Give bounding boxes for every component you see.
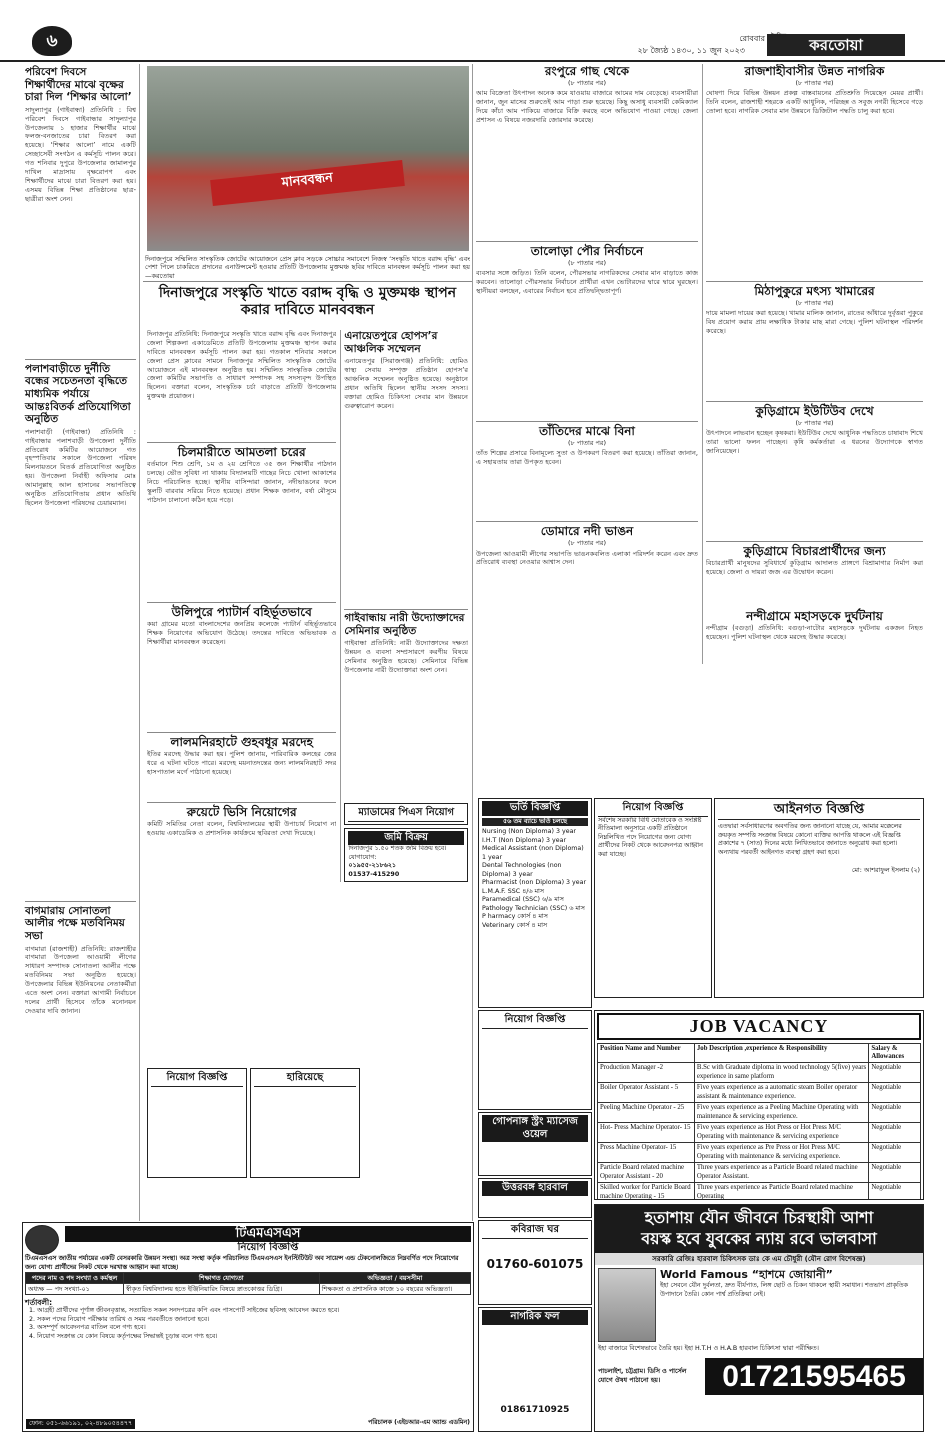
story-body: দায়ে মামলা দায়ের করা হয়েছে। খামার মালিক জানান, রাতের আঁধারে দুর্বৃত্তরা পুকুরে বিষ প্রয়োগ করায় প্রায় লক্ষাধিক টাকার মাছ মারা গেছে। পুলিশ ঘটনাস্থল পরিদর্শন করেছে। bbox=[706, 309, 923, 336]
herbal-ad-headline bbox=[595, 1205, 923, 1253]
story-title: কুড়িগ্রামে ইউটিউব দেখে bbox=[755, 404, 874, 419]
doctor-photo bbox=[598, 1268, 656, 1342]
story-body: সাদুল্যাপুর (গাইবান্ধা) প্রতিনিধি : বিশ্ব পরিবেশ দিবসে গাইবান্ধার সাদুল্যাপুর উপজেলায় ১ হাজার শিক্ষার্থীর মাঝে ফলজ-বনজাতের চারা বিতরণ করা হয়েছে। ‘শিক্ষার আলো’ নামে একটি সেচ্ছাসেবী সংগঠন এ কর্মসূচি পালন করে। গত শনিবার দুপুরে উপজেলার জামালপুর দাখিল মাদ্রাসায় বৃক্ষরোপণ এবং শিক্ষার্থীদের মাঝে চারা বিতরণ করা হয়। এসময় বিভিন্ন শিক্ষা প্রতিষ্ঠানের ছাত্র-ছাত্রীরা অংশ নেন। bbox=[25, 105, 136, 203]
newspaper-logo-name: করতোয়া bbox=[809, 36, 863, 54]
left-column bbox=[22, 64, 140, 1221]
story-title: এনায়েতপুরে হোপস’র আঞ্চলিক সম্মেলন bbox=[344, 330, 438, 355]
table-header: Position Name and Number bbox=[598, 1043, 695, 1063]
ad-line: Veterinary কোর্স ৪ মাস bbox=[482, 921, 548, 929]
list-item: 2. সকল পদের নিয়োগ পরীক্ষার তারিখ ও সময় পরবর্তীতে জানানো হবে। bbox=[37, 1316, 471, 1325]
story-body: পলাশবাড়ী (গাইবান্ধা) প্রতিনিধি : গাইবান্ধার পলাশবাড়ী উপজেলা দুর্নীতি প্রতিরোধ কমিটির আয়োজনে গত বৃহস্পতিবার সকালে উপজেলা পরিষদ মিলনায়তনে বিতর্ক প্রতিযোগিতা অনুষ্ঠিত হয়। উপজেলা নির্বাহী অফিসার মোঃ আমানুল্লাহ আল হাসানের সভাপতিত্বে অনুষ্ঠিত প্রতিযোগিতায় প্রধান অতিথি ছিলেন উপজেলা পরিষদের চেয়ারম্যান। bbox=[25, 427, 136, 507]
herbal-ad-product: World Famous “হাশমে জোয়ানী” bbox=[660, 1268, 833, 1282]
tmss-intro: টিএমএসএস জাতীয় পর্যায়ের একটি বেসরকারি উন্নয়ন সংস্থা। অত্র সংস্থা কর্তৃক পরিচালিত টিএমএসএস ইনস্টিটিউট অব সায়েন্স এন্ড টেকনোলজিতে নিম্নবর্ণিত পদে নিয়োগের জন্য যোগ্য প্রার্থীদের নিকট থেকে দরখাস্ত আহ্বান করা যাচ্ছে। bbox=[25, 1255, 459, 1271]
lead-body: দিনাজপুর প্রতিনিধি: দিনাজপুরে সংস্কৃতি খাতে বরাদ্দ বৃদ্ধি এবং দিনাজপুর জেলা শিল্পকলা একাডেমিতে প্রতিটি উপজেলায় মুক্তমঞ্চ স্থাপন করার দাবিতে মানববন্ধন কর্মসূচি পালন করা হয়। গতকাল শনিবার সকালে জেলা প্রেস ক্লাবের সামনে দিনাজপুর সম্মিলিত সাংস্কৃতিক জোটের আয়োজনে এই মানববন্ধন অনুষ্ঠিত হয়। সম্মিলিত সাংস্কৃতিক জোটের জেলা কমিটির সভাপতি ও সাধারণ সম্পাদক সহ সদস্যবৃন্দ উপস্থিত ছিলেন। বক্তারা বলেন, সাংস্কৃতিক চর্চা বাড়াতে প্রতিটি উপজেলায় মুক্তমঞ্চ প্রয়োজন। bbox=[147, 330, 337, 401]
story-title: তালোড়া পৌর নির্বাচনে bbox=[530, 244, 644, 259]
ad-gopon bbox=[478, 1112, 592, 1176]
table-cell: Five years experience as a Peeling Machine Operating with maintenance & servicing experience. bbox=[694, 1103, 868, 1123]
table-cell: Three years experience as Particle Board related machine Operating bbox=[694, 1183, 868, 1200]
list-item: 3. অসম্পূর্ণ আবেদনপত্র বাতিল বলে গণ্য হবে। bbox=[37, 1324, 471, 1333]
ad-line: Pharmacist (non Diploma) 3 year bbox=[482, 879, 587, 886]
story-title: রাজশাহীবাসীর উন্নত নাগরিক bbox=[744, 64, 885, 78]
story-title: ডোমারে নদী ভাঙন bbox=[540, 524, 634, 539]
story-subtitle: (৮ পাতার পর) bbox=[567, 439, 607, 448]
table-row bbox=[598, 1083, 921, 1103]
ad-phone: 01537-415290 bbox=[348, 870, 400, 878]
tmss-footer-phone: ফোন: ০৫১-৬৬১৯১, ০২-৪৮৯০৫৪৪৭৭ bbox=[26, 1419, 135, 1430]
tmss-name: টিএমএসএস bbox=[65, 1226, 471, 1242]
story-body: বাগমারা (রাজশাহী) প্রতিনিধি: রাজশাহীর বাগমারা উপজেলা আওয়ামী লীগের সাধারণ সম্পাদক সোনাতলা আলীর পক্ষে মতবিনিময় সভা অনুষ্ঠিত হয়েছে। উপজেলার বিভিন্ন ইউনিয়নের নেতাকর্মীরা এতে অংশ নেন। বক্তারা আগামী নির্বাচনে দলের প্রার্থী হিসেবে তাঁকে মনোনয়ন দেওয়ার দাবি জানান। bbox=[25, 944, 136, 1015]
story-body: কয়া গ্রামের মতো বাংলাদেশের জনপ্রিয় কলেজে প্যাটার্ন বহির্ভূতভাবে শিক্ষক নিয়োগের অভিযোগ উঠেছে। তদন্তের দাবিতে অভিভাবক ও শিক্ষার্থীরা মানববন্ধন করেছেন। bbox=[147, 620, 337, 646]
story-subtitle: (৮ পাতার পর) bbox=[567, 259, 607, 268]
story-subtitle: (৮ পাতার পর) bbox=[567, 79, 607, 87]
ad-text: সর্বশেষ সরকারি বিধি মোতাবেক ও সংশ্লিষ্ট নীতিমালা অনুসারে একটি প্রতিষ্ঠানে নিম্নলিখিত পদে নিয়োগের জন্য যোগ্য প্রার্থীদের নিকট থেকে আবেদনপত্র আহ্বান করা যাচ্ছে। bbox=[598, 816, 703, 858]
table-cell: Three years experience as a Particle Board related machine Operator Assistant. bbox=[694, 1163, 868, 1183]
table-row bbox=[598, 1163, 921, 1183]
ad-title: জমি বিক্রয় bbox=[348, 831, 464, 846]
table-header: Job Description ,experience & Responsibility bbox=[694, 1043, 868, 1063]
table-row bbox=[598, 1143, 921, 1163]
center-column bbox=[143, 64, 473, 1221]
tmss-subtitle: নিয়োগ বিজ্ঞপ্তি bbox=[237, 1241, 299, 1253]
story-title: পলাশবাড়ীতে দুর্নীতি বন্ধের সচেতনতা বৃদ্ধিতে মাধ্যমিক পর্যায়ে আন্তঃবিতর্ক প্রতিযোগিতা অনুষ্ঠিত bbox=[25, 362, 131, 426]
table-cell: Boiler Operator Assistant - 5 bbox=[598, 1083, 695, 1103]
ad-recruit bbox=[478, 1010, 592, 1110]
story-subtitle: (৮ পাতার পর) bbox=[795, 79, 834, 87]
table-header: Salary & Allowances bbox=[869, 1043, 921, 1063]
story-body: নন্দীগ্রাম (বগুড়া) প্রতিনিধি: বগুড়া-নাটোর মহাসড়কে দুর্ঘটনায় একজন নিহত হয়েছেন। পুলিশ ঘটনাস্থল থেকে মরদেহ উদ্ধার করেছে। bbox=[706, 624, 923, 642]
story-title: লালমনিরহাটে গুহবধূর মরদেহ bbox=[170, 735, 313, 749]
ad-title: হারিয়েছে bbox=[254, 1071, 356, 1087]
herbal-ad-text-2: ইহা বাজারে বিশেষভাবে তৈরি হয়। ইহা H.T.H ও H.A.B হারবাল চিকিৎসা দ্বারা পরীক্ষিত। bbox=[598, 1345, 819, 1353]
story-title: গাইবান্ধায় নারী উদ্যোক্তাদের সেমিনার অনুষ্ঠিত bbox=[344, 612, 465, 637]
table-header: পদের নাম ও পদ সংখ্যা ও কর্মস্থল bbox=[26, 1273, 124, 1284]
masthead-date: ২৮ জ্যৈষ্ঠ ১৪৩০, ১১ জুন ২০২৩ bbox=[637, 46, 745, 55]
table-cell: Negotiable bbox=[869, 1183, 921, 1200]
table-cell: Negotiable bbox=[869, 1083, 921, 1103]
herbal-ad-headline-2: বয়স্ক হবে যুবকের ন্যায় রবে ভালবাসা bbox=[641, 1228, 877, 1248]
news-photo bbox=[147, 66, 469, 251]
story-title: রংপুরে গাছ থেকে bbox=[544, 64, 630, 78]
ad-phone: 01861710925 bbox=[500, 1404, 570, 1415]
newspaper-logo-prefix: দৈনিক bbox=[771, 33, 787, 40]
ad-admission bbox=[478, 798, 592, 1008]
ad-recruit bbox=[594, 798, 712, 998]
ad-title: নিয়োগ বিজ্ঞপ্তি bbox=[598, 801, 708, 817]
herbal-ad-headline-1: হতাশায় যৌন জীবনে চিরস্থায়ী আশা bbox=[644, 1208, 874, 1227]
ad-recruit bbox=[147, 1068, 247, 1178]
story-title: উলিপুরে প্যাটার্ন বহির্ভূতভাবে bbox=[171, 605, 312, 619]
ad-line: ৫৬ তম ব্যাচে ভর্তি চলছে bbox=[482, 818, 588, 827]
right-column bbox=[476, 64, 923, 794]
ad-title: গোপনাঙ্গ স্ট্রং ম্যাসেজ ওয়েল bbox=[482, 1115, 588, 1142]
table-row bbox=[598, 1183, 921, 1200]
table-header: শিক্ষাগত যোগ্যতা bbox=[123, 1273, 319, 1284]
masthead bbox=[0, 0, 945, 62]
table-cell: Hot- Press Machine Operator- 15 bbox=[598, 1123, 695, 1143]
story-body: বিচারপ্রার্থী মানুষদের সুবিধার্থে কুড়িগ্রাম আদালত প্রাঙ্গণে বিশ্রামাগার নির্মাণ করা হয়েছে। জেলা ও দায়রা জজ এর উদ্বোধন করেন। bbox=[706, 559, 923, 577]
tmss-ad bbox=[22, 1222, 474, 1432]
table-cell: অধ্যক্ষ — পদ সংখ্যা-০১ bbox=[26, 1284, 124, 1295]
herbal-ad-address: পাচলাইশ, চট্টগ্রাম। ডিসি ও পার্সেল যোগে ঔষধ পাঠানো হয়। bbox=[598, 1368, 687, 1384]
table-row bbox=[598, 1123, 921, 1143]
ad-title: নিয়োগ বিজ্ঞপ্তি bbox=[151, 1071, 243, 1087]
table-row bbox=[598, 1103, 921, 1123]
story-title: মিঠাপুকুরে মৎস্য খামারের bbox=[754, 284, 875, 299]
ad-line: Medical Assistant (non Diploma) 1 year bbox=[482, 845, 584, 861]
list-item: 1. আগ্রহী প্রার্থীদের পূর্ণাঙ্গ জীবনবৃত্তান্ত, সত্যায়িত সকল সনদপত্রের কপি এবং পাসপোর্ট সাইজের ছবিসহ আবেদন করতে হবে। bbox=[37, 1307, 471, 1316]
story-body: আম বিক্রেতা উৎপাদন অনেক কমে যাওয়ায় বাজারে আমের দাম বেড়েছে। ব্যবসায়ীরা জানান, জুন মাসের শুরুতেই আম পাড়া শুরু হয়েছে। কিছু অসাধু ব্যবসায়ী কেমিক্যাল দিয়ে কাঁচা আম পাকিয়ে বাজারে বিক্রি করছে বলে অভিযোগ পাওয়া গেছে। জেলা প্রশাসন এ বিষয়ে নজরদারি জোরদার করেছে। bbox=[476, 89, 698, 124]
story-title: নন্দীগ্রামে মহাসড়কে দুর্ঘটনায় bbox=[746, 609, 883, 624]
tmss-terms bbox=[25, 1307, 471, 1341]
story-body: এনায়েতপুর (সিরাজগঞ্জ) প্রতিনিধি: হোমিও স্বাস্থ্য সেবায় সম্পৃক্ত প্রতিষ্ঠান হোপস’র আঞ্চলিক সম্মেলন অনুষ্ঠিত হয়েছে। অনুষ্ঠানে প্রধান অতিথি ছিলেন স্থানীয় সংসদ সদস্য। বক্তারা হোমিও চিকিৎসা সেবার মান উন্নয়নে গুরুত্বারোপ করেন। bbox=[344, 357, 468, 410]
list-item: 4. নিয়োগ সংক্রান্ত যে কোন বিষয়ে কর্তৃপক্ষের সিদ্ধান্তই চূড়ান্ত বলে গণ্য হবে। bbox=[37, 1333, 471, 1342]
story-body: ব্যবসার সঙ্গে জড়িত। তিনি বলেন, পৌরসভার নাগরিকদের সেবার মান বাড়াতে কাজ করবেন। তালোড়া পৌরসভার নির্বাচনে প্রার্থীরা এখন ভোটারদের দ্বারে দ্বারে ঘুরছেন। স্থানীয়রা বলছেন, এবারের নির্বাচন হবে প্রতিদ্বন্দ্বিতাপূর্ণ। bbox=[476, 269, 698, 296]
table-cell: Peeling Machine Operator - 25 bbox=[598, 1103, 695, 1123]
newspaper-logo bbox=[767, 34, 905, 56]
ad-title: ম্যাডামের পিএস নিয়োগ bbox=[348, 806, 464, 822]
story-body: তাঁত শিল্পের প্রসারে বিনামূল্যে সুতা ও উপকরণ বিতরণ করা হয়েছে। তাঁতিরা জানান, এ সহায়তায় তারা উপকৃত হবেন। bbox=[476, 449, 698, 467]
job-vacancy-ad bbox=[594, 1010, 924, 1200]
story-body: ঘোষণা দিয়ে বিভিন্ন উন্নয়ন প্রকল্প বাস্তবায়নের প্রতিশ্রুতি দিয়েছেন মেয়র প্রার্থী। তিনি বলেন, রাজশাহী শহরকে একটি আধুনিক, পরিচ্ছন্ন ও সবুজ নগরী হিসেবে গড়ে তোলা হবে। নাগরিক সেবার মান উন্নয়নে ডিজিটাল পদ্ধতি চালু করা হবে। bbox=[706, 89, 923, 115]
story-title: বাগমারায় সোনাতলা আলীর পক্ষে মতবিনিময় সভা bbox=[25, 904, 125, 942]
tmss-terms-title: শর্তাবলী: bbox=[25, 1298, 53, 1307]
ad-nagorik bbox=[478, 1307, 592, 1432]
story-body: উৎপাদনে লাভবান হচ্ছেন কৃষকরা। ইউটিউব দেখে আধুনিক পদ্ধতিতে চাষাবাদ শিখে তারা ভালো ফলন পাচ্ছেন। কৃষি কর্মকর্তারা এ ধরনের উদ্যোগকে স্বাগত জানিয়েছেন। bbox=[706, 429, 923, 456]
ad-line: I.H.T (Non Diploma) 3 year bbox=[482, 836, 567, 844]
table-cell: Five years experience as Hot Press or Hot Press M/C Operating with maintenance & servicing experience bbox=[694, 1123, 868, 1143]
ad-line: Paramedical (SSC) ৬/৯ মাস bbox=[482, 896, 564, 903]
herbal-ad-subtitle: সরকারি রেজিঃ হারবাল চিকিৎসক ডাঃ কে এম চৌধুরী (যৌন রোগ বিশেষজ্ঞ) bbox=[595, 1253, 923, 1266]
tmss-footer-sign: পরিচালক (এইচআর-এম অ্যান্ড এডমিন) bbox=[368, 1418, 470, 1426]
story-body: কমিটি সমিতির নেতা বলেন, বিশ্ববিদ্যালয়ের স্থায়ী উপাচার্য নিয়োগ না হওয়ায় একাডেমিক ও প্রশাসনিক কার্যক্রমে স্থবিরতা দেখা দিয়েছে। bbox=[147, 820, 337, 837]
table-cell: Five years experience as a automatic steam Boiler operator assistant & maintenance experience. bbox=[694, 1083, 868, 1103]
ad-line: Dental Technologies (non Diploma) 3 year bbox=[482, 862, 562, 878]
ad-legal bbox=[714, 798, 924, 998]
ad-kobiraj bbox=[478, 1220, 592, 1305]
story-subtitle: (৮ পাতার পর) bbox=[795, 419, 834, 428]
ad-title: উত্তরবঙ্গ হারবাল bbox=[482, 1181, 588, 1196]
ad-title: নিয়োগ বিজ্ঞপ্তি bbox=[482, 1013, 588, 1029]
ad-title: ভর্তি বিজ্ঞপ্তি bbox=[482, 801, 588, 816]
ad-madam bbox=[344, 803, 468, 825]
story-title: রুয়েটে ভিসি নিয়োগের bbox=[186, 805, 297, 819]
page-number: ৬ bbox=[32, 26, 72, 56]
table-cell: Skilled worker for Particle Board machine Operating - 15 bbox=[598, 1183, 695, 1200]
herbal-ad bbox=[594, 1204, 924, 1432]
ad-text: এতদ্বারা সর্বসাধারণের অবগতির জন্য জানানো যাচ্ছে যে, আমার মক্কেলের ক্রয়কৃত সম্পত্তি সংক্রান্ত বিষয়ে কোনো ব্যক্তির আপত্তি থাকলে এই বিজ্ঞপ্তি প্রকাশের ৭ (সাত) দিনের মধ্যে লিখিতভাবে জানাতে অনুরোধ করা হলো। অন্যথায় পরবর্তী আইনগত ব্যবস্থা গ্রহণ করা হবে। bbox=[718, 823, 902, 856]
ad-title: আইনগত বিজ্ঞপ্তি bbox=[718, 801, 920, 820]
story-subtitle: (৮ পাতার পর) bbox=[795, 299, 834, 308]
ad-phone: 01760-601075 bbox=[486, 1256, 584, 1271]
ad-land bbox=[344, 828, 468, 883]
table-cell: স্বীকৃত বিশ্ববিদ্যালয় হতে ইঞ্জিনিয়ারিং বিষয়ে স্নাতকোত্তর ডিগ্রি। bbox=[123, 1284, 319, 1295]
table-cell: Negotiable bbox=[869, 1103, 921, 1123]
ad-title: নাগরিক ফল bbox=[482, 1310, 588, 1325]
ad-line: Pathology Technician (SSC) ৬ মাস bbox=[482, 904, 585, 912]
story-body: গাইবান্ধা প্রতিনিধি: নারী উদ্যোক্তাদের দক্ষতা উন্নয়ন ও ব্যবসা সম্প্রসারণে করণীয় বিষয়ে সেমিনার অনুষ্ঠিত হয়েছে। সেমিনারে বিভিন্ন উপজেলার নারী উদ্যোক্তারা অংশ নেন। bbox=[344, 639, 468, 675]
ad-title: কবিরাজ ঘর bbox=[482, 1223, 588, 1239]
table-cell: Production Manager -2 bbox=[598, 1063, 695, 1083]
table-cell: শিক্ষকতা ও প্রশাসনিক কাজে ১০ বছরের অভিজ্ঞতা। bbox=[319, 1284, 470, 1295]
tmss-logo bbox=[25, 1225, 59, 1255]
ad-text: দিনাজপুর ১.৫০ শতক জমি বিক্রয় হবে। যোগাযোগ: bbox=[348, 845, 447, 861]
ad-line: P harmacy কোর্স ৪ মাস bbox=[482, 913, 548, 920]
table-cell: Five years experience as Pre Press or Hot Press M/C Operating with maintenance & servicing experience. bbox=[694, 1143, 868, 1163]
story-body: উপজেলা আওয়ামী লীগের সভাপতি ভাঙনকবলিত এলাকা পরিদর্শন করেন এবং দ্রুত প্রতিরোধ ব্যবস্থা নেওয়ার আশ্বাস দেন। bbox=[476, 549, 698, 567]
photo-caption: দিনাজপুরে সম্মিলিত সাংস্কৃতিক জোটের আয়োজনে প্রেস ক্লাব সড়কে সোচ্চার সমাবেশে নিজস্ব ‘সংস্কৃতি খাতে বরাদ্দ বৃদ্ধি’ এবং পেশা পিলে চাকরিতে প্রদানের এনাউন্সমেন্ট হওয়ার প্রতিটি উপজেলায় মুক্তমঞ্চ ছবির দাবিতে মানবন্ধন কর্মসূচি পালন করা হয় —করতোয়া bbox=[145, 255, 470, 280]
table-cell: B.Sc with Graduate diploma in wood technology 5(five) years experience in same platform bbox=[694, 1063, 868, 1083]
herbal-ad-phone: 01721595465 bbox=[705, 1358, 923, 1396]
story-title: পরিবেশ দিবসে শিক্ষার্থীদের মাঝে বৃক্ষের চারা দিল ‘শিক্ষার আলো’ bbox=[25, 66, 132, 104]
job-vacancy-title: JOB VACANCY bbox=[597, 1013, 921, 1040]
story-title: চিলমারীতে আমতলা চরের bbox=[177, 445, 306, 459]
lead-headline: দিনাজপুরে সংস্কৃতি খাতে বরাদ্দ বৃদ্ধি ও মুক্তমঞ্চ স্থাপন করার দাবিতে মানববন্ধন bbox=[158, 285, 457, 318]
ad-line: L.M.A.F. SSC ৪/৬ মাস bbox=[482, 887, 544, 895]
job-vacancy-table bbox=[597, 1043, 921, 1201]
ad-lost bbox=[250, 1068, 360, 1178]
table-cell: Particle Board related machine Operator Assistant - 20 bbox=[598, 1163, 695, 1183]
ad-phone: ০১৯৫৫-২১৮৬২১ bbox=[348, 862, 396, 870]
tmss-table bbox=[25, 1272, 471, 1295]
table-header: অভিজ্ঞতা / বয়সসীমা bbox=[319, 1273, 470, 1284]
ad-line: Nursing (Non Diploma) 3 year bbox=[482, 828, 577, 835]
photo-banner: মানববন্ধন bbox=[211, 160, 406, 206]
ad-signature: মো: আশরাফুল ইসলাম (২) bbox=[851, 867, 920, 875]
masthead-day: রোববার bbox=[739, 34, 765, 43]
table-row bbox=[26, 1284, 471, 1295]
table-cell: Press Machine Operator- 15 bbox=[598, 1143, 695, 1163]
story-body: বর্তমানে শিশু শ্রেণি, ১ম ও ২য় শ্রেণিতে ৩৫ জন শিক্ষার্থীর পাঠদান চলছে। ভৌত সুবিধা না থাকায় বিদ্যালয়টি গাছের নিচে খোলা আকাশের নিচে পরিচালিত হচ্ছে। স্থানীয় বাসিন্দারা জানান, নদীভাঙনের ফলে স্কুলটি বারবার সরিয়ে নিতে হয়েছে। প্রধান শিক্ষক জানান, বর্ষা মৌসুমে পাঠদান চালানো কঠিন হয়ে পড়ে। bbox=[147, 460, 337, 504]
story-body: ইতির মরদেহ উদ্ধার করা হয়। পুলিশ জানায়, পারিবারিক কলহের জের ধরে এ ঘটনা ঘটতে পারে। মরদেহ ময়নাতদন্তের জন্য লালমনিরহাট সদর হাসপাতাল মর্গে পাঠানো হয়েছে। bbox=[147, 750, 337, 776]
table-cell: Negotiable bbox=[869, 1123, 921, 1143]
story-title: কুড়িগ্রামে বিচারপ্রার্থীদের জন্য bbox=[743, 544, 886, 559]
table-cell: Negotiable bbox=[869, 1063, 921, 1083]
table-cell: Negotiable bbox=[869, 1143, 921, 1163]
story-subtitle: (৮ পাতার পর) bbox=[567, 539, 607, 548]
table-row bbox=[598, 1063, 921, 1083]
herbal-ad-text: ইহা সেবনে যৌন দুর্বলতা, দ্রুত বীর্যপাত, লিঙ্গ ছোট ও চিকন থাকলে স্থায়ী সমাধান। শতভাগ প্রাকৃতিক উপাদানে তৈরি। কোন পার্শ্ব প্রতিক্রিয়া নেই। bbox=[660, 1282, 908, 1298]
ad-uttarbanga bbox=[478, 1178, 592, 1218]
table-cell: Negotiable bbox=[869, 1163, 921, 1183]
story-title: তাঁতিদের মাঝে বিনা bbox=[539, 424, 635, 439]
